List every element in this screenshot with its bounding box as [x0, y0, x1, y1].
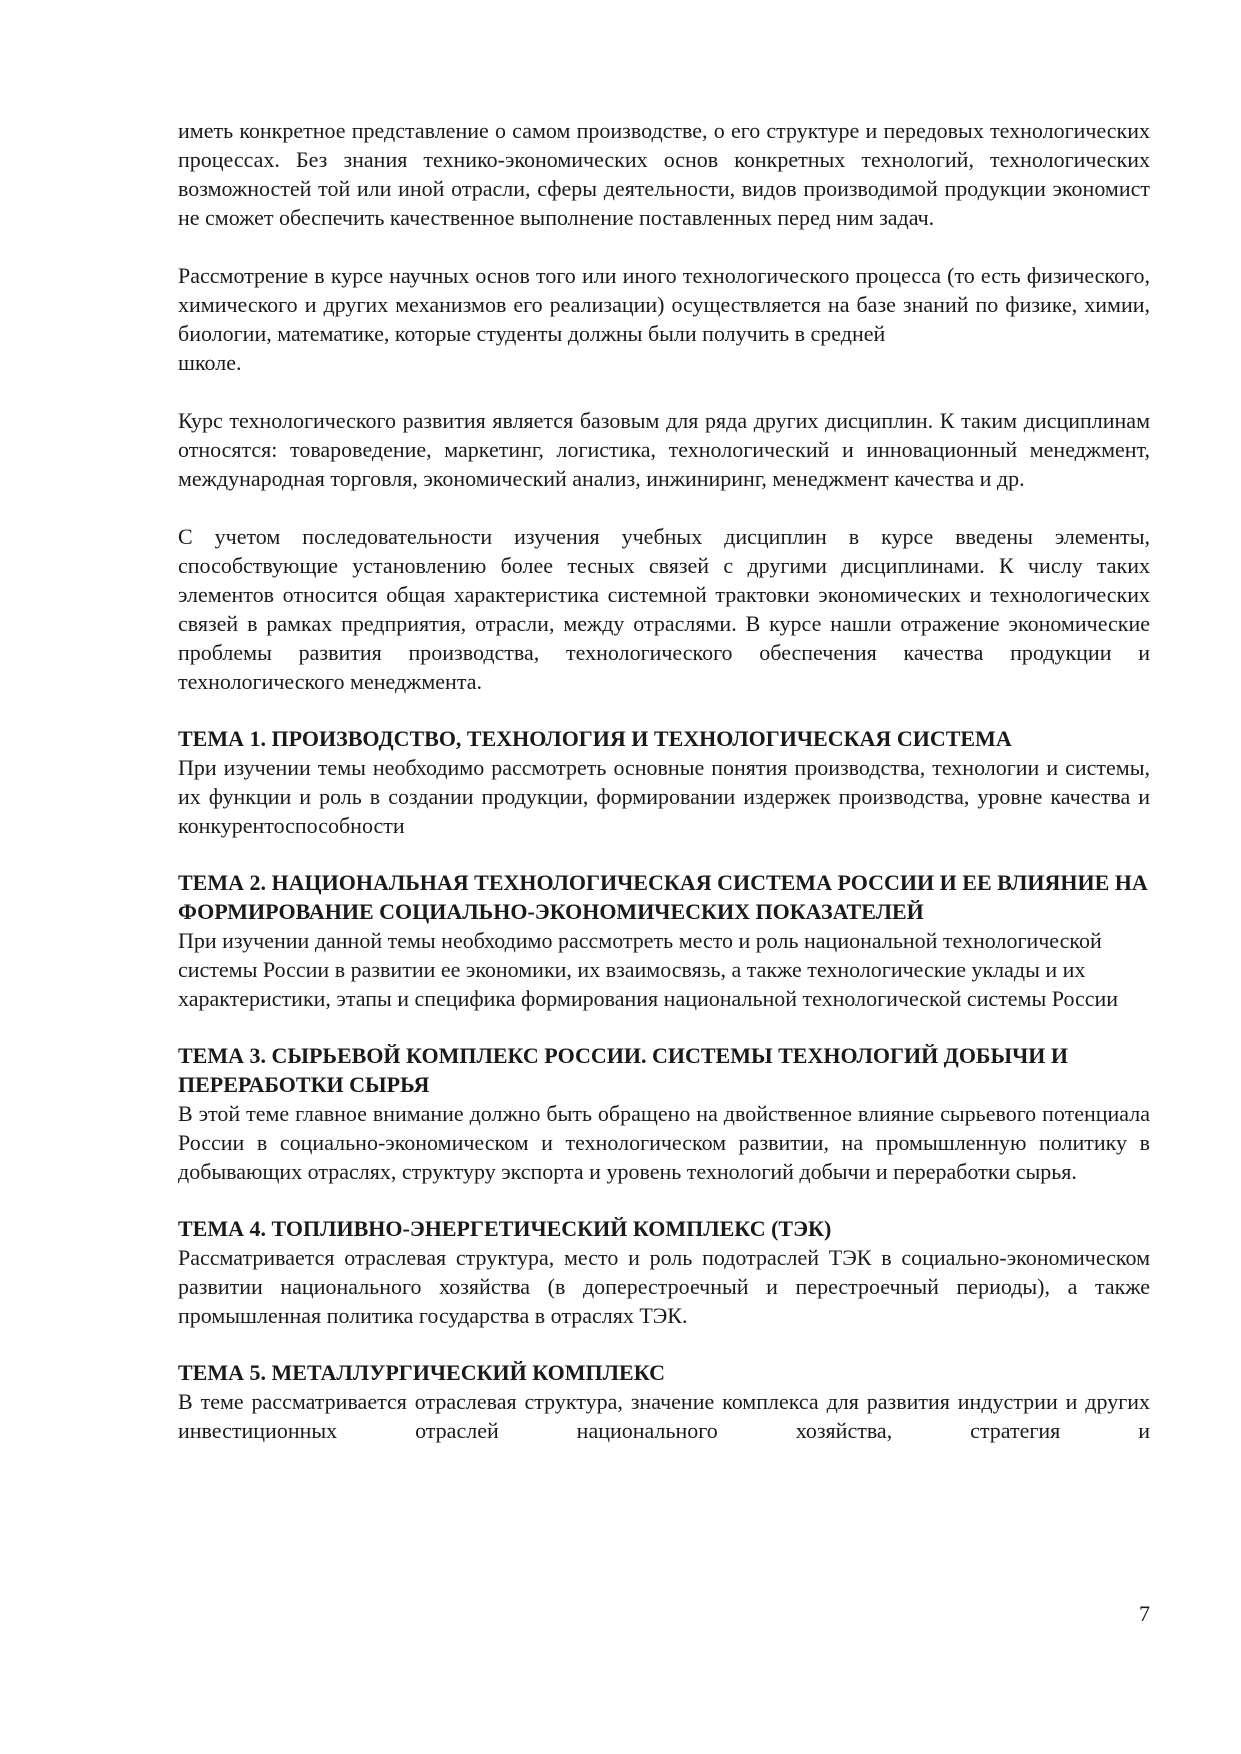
document-page: [178, 116, 1150, 1445]
topic-3-title: ТЕМА 3. СЫРЬЕВОЙ КОМПЛЕКС РОССИИ. СИСТЕМЫ ТЕХНОЛОГИЙ ДОБЫЧИ И ПЕРЕРАБОТКИ СЫРЬЯ: [178, 1043, 1068, 1097]
intro-paragraph-4: С учетом последовательности изучения учебных дисциплин в курсе введены элементы, способствующие установлению более тесных связей с другими дисциплинами. К числу таких элементов относится общая характеристика системной трактовки экономических и технологических связей в рамках предприятия, отрасли, между отраслями. В курсе нашли отражение экономические проблемы развития производства, технологического обеспечения качества продукции и технологического менеджмента.: [178, 524, 1150, 694]
topic-4-title: ТЕМА 4. ТОПЛИВНО-ЭНЕРГЕТИЧЕСКИЙ КОМПЛЕКС (ТЭК): [178, 1216, 832, 1241]
topic-1-title: ТЕМА 1. ПРОИЗВОДСТВО, ТЕХНОЛОГИЯ И ТЕХНОЛОГИЧЕСКАЯ СИСТЕМА: [178, 726, 1012, 751]
page-number: 7: [1139, 1601, 1150, 1626]
topic-2-body: При изучении данной темы необходимо рассмотреть место и роль национальной технологической системы России в развитии ее экономики, их взаимосвязь, а также технологические уклады и их характеристики, этапы и специфика формирования национальной технологической системы России: [178, 928, 1119, 1011]
topic-4-body: Рассматривается отраслевая структура, место и роль подотраслей ТЭК в социально-экономическом развитии национального хозяйства (в доперестроечный и перестроечный периоды), а также промышленная политика государства в отраслях ТЭК.: [178, 1245, 1150, 1328]
intro-paragraph-1: иметь конкретное представление о самом производстве, о его структуре и передовых технологических процессах. Без знания технико-экономических основ конкретных технологий, технологических возможностей той или иной отрасли, сферы деятельности, видов производимой продукции экономист не сможет обеспечить качественное выполнение поставленных перед ним задач.: [178, 118, 1150, 230]
topic-5-body: В теме рассматривается отраслевая структура, значение комплекса для развития индустрии и других инвестиционных отраслей национального хозяйства, стратегия и: [178, 1389, 1150, 1443]
topic-5-title: ТЕМА 5. МЕТАЛЛУРГИЧЕСКИЙ КОМПЛЕКС: [178, 1360, 666, 1385]
topic-2-title: ТЕМА 2. НАЦИОНАЛЬНАЯ ТЕХНОЛОГИЧЕСКАЯ СИСТЕМА РОССИИ И ЕЕ ВЛИЯНИЕ НА ФОРМИРОВАНИЕ СОЦИАЛЬНО-ЭКОНОМИЧЕСКИХ ПОКАЗАТЕЛЕЙ: [178, 870, 1148, 924]
topic-3-body: В этой теме главное внимание должно быть обращено на двойственное влияние сырьевого потенциала России в социально-экономическом и технологическом развитии, на промышленную политику в добывающих отраслях, структуру экспорта и уровень технологий добычи и переработки сырья.: [178, 1101, 1150, 1184]
intro-paragraph-2-tail: школе.: [178, 350, 242, 375]
intro-paragraph-3: Курс технологического развития является базовым для ряда других дисциплин. К таким дисциплинам относятся: товароведение, маркетинг, логистика, технологический и инновационный менеджмент, международная торговля, экономический анализ, инжиниринг, менеджмент качества и др.: [178, 408, 1150, 491]
intro-paragraph-2: Рассмотрение в курсе научных основ того или иного технологического процесса (то есть физического, химического и других механизмов его реализации) осуществляется на базе знаний по физике, химии, биологии, математике, которые студенты должны были получить в средней: [178, 263, 1150, 346]
topic-1-body: При изучении темы необходимо рассмотреть основные понятия производства, технологии и системы, их функции и роль в создании продукции, формировании издержек производства, уровне качества и конкурентоспособности: [178, 755, 1150, 838]
